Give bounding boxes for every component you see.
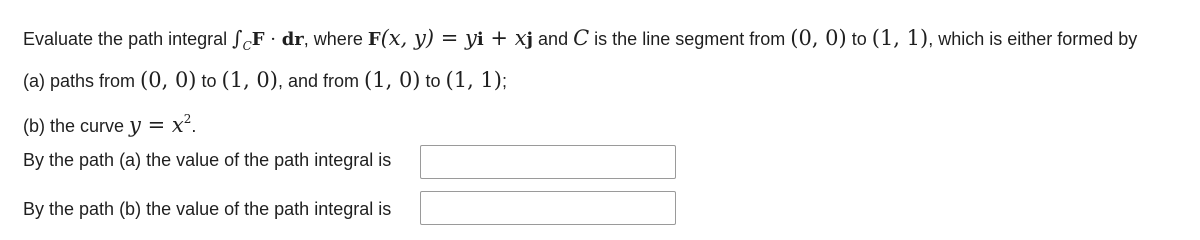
part-a-line: [23, 68, 507, 93]
intro-line: [23, 26, 1137, 58]
part-b-var-y: y: [129, 113, 141, 137]
part-a-text-3: , and from: [278, 71, 365, 91]
answer-b-input[interactable]: [420, 191, 676, 225]
part-b-text-1: (b) the curve: [23, 116, 130, 136]
field-arguments: (x, y): [380, 26, 435, 50]
part-a-point-1-1: (1, 1): [445, 68, 502, 92]
unit-vector-i: i: [476, 29, 484, 50]
part-a-text-4: to: [420, 71, 446, 91]
intro-text-4: is the line segment from: [589, 29, 791, 49]
curve-C: C: [573, 26, 590, 50]
part-a-point-0-0: (0, 0): [140, 68, 197, 92]
part-a-text-2: to: [196, 71, 222, 91]
part-b-period: .: [191, 116, 197, 136]
integral-sign: ∫: [232, 26, 243, 50]
intro-text-5: to: [846, 29, 872, 49]
answer-a-input[interactable]: [420, 145, 676, 179]
dot-operator: ·: [264, 29, 282, 50]
answer-a-label: By the path (a) the value of the path integral is: [23, 150, 392, 170]
vector-field-F-def: F: [367, 29, 381, 50]
intro-text-1: Evaluate the path integral: [23, 29, 233, 49]
part-b-var-x: x: [171, 113, 184, 137]
var-y: y: [465, 26, 477, 50]
part-a-text-5: ;: [502, 71, 508, 91]
answer-b-label: By the path (b) the value of the path integral is: [23, 199, 392, 219]
intro-text-2: , where: [303, 29, 368, 49]
vector-field-F: F: [251, 29, 265, 50]
intro-text-3: and: [533, 29, 574, 49]
var-x: x: [514, 26, 527, 50]
integral-subscript: C: [242, 39, 252, 53]
intro-text-6: , which is either formed by: [928, 29, 1138, 49]
part-b-line: [23, 107, 196, 138]
dr-symbol: dr: [281, 29, 304, 50]
part-a-point-1-0: (1, 0): [221, 68, 278, 92]
part-a-text-1: (a) paths from: [23, 71, 141, 91]
point-1-1: (1, 1): [871, 26, 929, 50]
part-b-exponent: 2: [183, 112, 192, 126]
plus-sign: +: [483, 26, 515, 50]
unit-vector-j: j: [526, 29, 534, 50]
equals-sign: =: [434, 26, 466, 50]
part-a-point-1-0-b: (1, 0): [364, 68, 421, 92]
part-b-equals: =: [140, 113, 172, 137]
point-origin: (0, 0): [790, 26, 847, 50]
